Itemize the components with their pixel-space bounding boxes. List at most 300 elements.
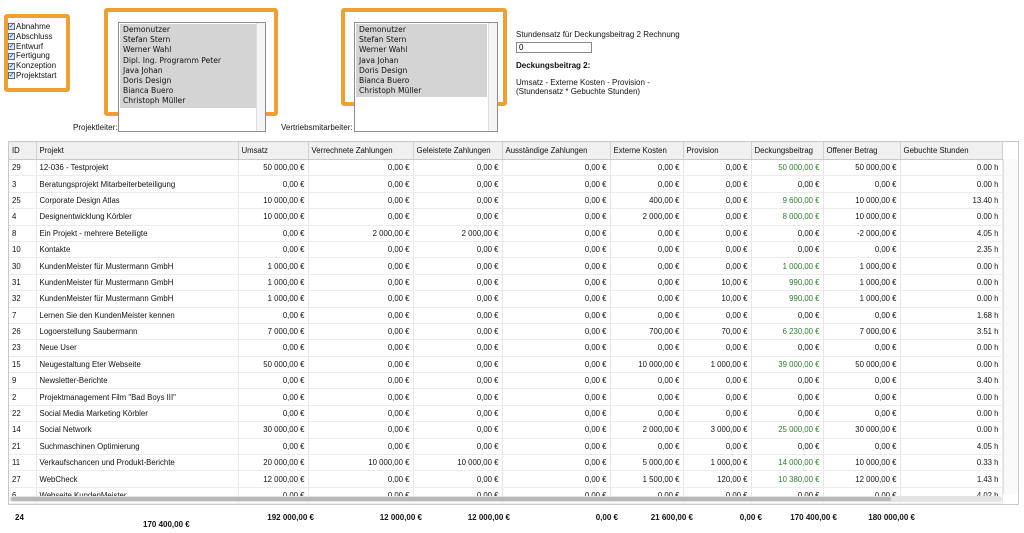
table-cell: 2.35 h: [900, 241, 1002, 257]
table-cell: 0,00 €: [413, 241, 502, 257]
table-cell: Suchmaschinen Optimierung: [36, 438, 238, 454]
table-row[interactable]: [9, 274, 1002, 290]
table-cell: 990,00 €: [751, 291, 823, 307]
table-cell: 0,00 €: [308, 356, 413, 372]
table-row[interactable]: [9, 356, 1002, 372]
table-cell: 0.00 h: [900, 356, 1002, 372]
table-body: [9, 160, 1002, 506]
vertriebsmitarbeiter-option[interactable]: Bianca Buero: [359, 75, 410, 85]
table-cell: 0,00 €: [413, 209, 502, 225]
table-cell: Verkaufschancen und Produkt-Berichte: [36, 455, 238, 471]
table-cell: 1 000,00 €: [683, 455, 751, 471]
table-row[interactable]: [9, 422, 1002, 438]
table-cell: 14 000,00 €: [751, 455, 823, 471]
phase-checkbox[interactable]: ✓: [8, 72, 15, 80]
table-cell: 30 000,00 €: [823, 422, 900, 438]
table-cell: 10 000,00 €: [823, 209, 900, 225]
table-cell: Social Network: [36, 422, 238, 438]
table-cell: 0,00 €: [308, 340, 413, 356]
table-cell: 0,00 €: [683, 389, 751, 405]
table-cell: 14: [9, 422, 36, 438]
table-cell: 1 000,00 €: [238, 274, 308, 290]
column-header[interactable]: Externe Kosten: [610, 142, 683, 160]
table-cell: [610, 504, 683, 505]
table-cell: 0,00 €: [308, 323, 413, 339]
projektleiter-option[interactable]: Stefan Stern: [123, 35, 171, 45]
table-cell: 400,00 €: [610, 192, 683, 208]
total-offen: 180 000,00 €: [868, 513, 915, 522]
table-cell: 0,00 €: [308, 389, 413, 405]
table-cell: 9 600,00 €: [751, 192, 823, 208]
projektleiter-option[interactable]: Bianca Buero: [123, 86, 174, 96]
table-cell: 0,00 €: [610, 307, 683, 323]
table-cell: [413, 504, 502, 505]
table-cell: 31: [9, 274, 36, 290]
vertriebsmitarbeiter-option[interactable]: Stefan Stern: [359, 35, 407, 45]
projektleiter-scrollbar[interactable]: [256, 23, 265, 131]
table-cell: 0,00 €: [610, 373, 683, 389]
phase-label: Abschluss: [16, 31, 53, 41]
column-header[interactable]: Provision: [683, 142, 751, 160]
projektleiter-option[interactable]: Demonutzer: [123, 25, 170, 34]
table-cell: 0,00 €: [308, 241, 413, 257]
table-cell: 0,00 €: [502, 160, 610, 176]
table-cell: 1.68 h: [900, 307, 1002, 323]
formula-line-1: Umsatz - Externe Kosten - Provision -: [516, 78, 650, 87]
table-cell: 0,00 €: [308, 176, 413, 192]
column-header[interactable]: Ausständige Zahlungen: [502, 142, 610, 160]
table-cell: Beratungsprojekt Mitarbeiterbeteiligung: [36, 176, 238, 192]
deckungsbeitrag-formula: [516, 78, 680, 96]
table-cell: 0,00 €: [413, 373, 502, 389]
table-cell: WebCheck: [36, 471, 238, 487]
table-cell: 0,00 €: [823, 405, 900, 421]
table-cell: 0,00 €: [308, 160, 413, 176]
phase-option[interactable]: [8, 51, 56, 61]
table-cell: 4.05 h: [900, 438, 1002, 454]
table-cell: 0,00 €: [823, 176, 900, 192]
table-cell: 8 000,00 €: [751, 209, 823, 225]
table-cell: 0,00 €: [413, 356, 502, 372]
table-cell: 32: [9, 291, 36, 307]
table-cell: 0,00 €: [502, 192, 610, 208]
table-cell: Newsletter-Berichte: [36, 373, 238, 389]
table-cell: 0,00 €: [308, 209, 413, 225]
table-cell: 8: [9, 225, 36, 241]
phase-label: Entwurf: [16, 41, 44, 51]
table-cell: 50 000,00 €: [238, 160, 308, 176]
phase-option[interactable]: [8, 42, 56, 52]
table-cell: 27: [9, 471, 36, 487]
total-deckung: 170 400,00 €: [790, 513, 837, 522]
table-cell: 0,00 €: [238, 225, 308, 241]
table-cell: 25 000,00 €: [751, 422, 823, 438]
table-cell: 0,00 €: [823, 241, 900, 257]
table-cell: Lernen Sie den KundenMeister kennen: [36, 307, 238, 323]
table-cell: 0,00 €: [683, 209, 751, 225]
table-row[interactable]: [9, 291, 1002, 307]
table-cell: 10 380,00 €: [751, 471, 823, 487]
table-cell: 3.51 h: [900, 323, 1002, 339]
total-geleistet: 12 000,00 €: [467, 513, 510, 522]
table-cell: 0,00 €: [238, 389, 308, 405]
table-cell: Neue User: [36, 340, 238, 356]
table-cell: 0,00 €: [610, 274, 683, 290]
table-cell: 1 000,00 €: [238, 291, 308, 307]
table-cell: 1 000,00 €: [683, 356, 751, 372]
table-cell: 0.00 h: [900, 340, 1002, 356]
table-cell: 0.33 h: [900, 455, 1002, 471]
projektleiter-selected-options: [120, 24, 257, 108]
table-cell: 21: [9, 438, 36, 454]
phase-option[interactable]: [8, 22, 56, 32]
table-cell: 0.00 h: [900, 160, 1002, 176]
table-cell: 26: [9, 323, 36, 339]
table-row[interactable]: [9, 471, 1002, 487]
table-cell: 0,00 €: [751, 438, 823, 454]
table-cell: Corporate Design Atlas: [36, 192, 238, 208]
stundensatz-block: [516, 30, 680, 96]
table-cell: 29: [9, 160, 36, 176]
table-cell: 12-036 - Testprojekt: [36, 160, 238, 176]
table-cell: 0,00 €: [823, 307, 900, 323]
table-cell: 0,00 €: [751, 225, 823, 241]
table-cell: 1 000,00 €: [751, 258, 823, 274]
table-cell: 39 000,00 €: [751, 356, 823, 372]
table-cell: 0,00 €: [413, 307, 502, 323]
table-cell: 0,00 €: [308, 471, 413, 487]
table-cell: KundenMeister für Mustermann GmbH: [36, 291, 238, 307]
table-cell: 22: [9, 405, 36, 421]
phase-checkbox[interactable]: ✓: [8, 62, 15, 70]
table-cell: 4: [9, 209, 36, 225]
table-cell: 0,00 €: [413, 258, 502, 274]
table-cell: [823, 504, 900, 505]
table-cell: 10 000,00 €: [238, 192, 308, 208]
table-cell: 0,00 €: [238, 373, 308, 389]
table-cell: 50 000,00 €: [823, 356, 900, 372]
table-cell: 0,00 €: [502, 209, 610, 225]
table-cell: 2 000,00 €: [413, 225, 502, 241]
table-cell: 10 000,00 €: [308, 455, 413, 471]
table-row[interactable]: [9, 455, 1002, 471]
table-cell: Logoerstellung Saubermann: [36, 323, 238, 339]
table-cell: [308, 504, 413, 505]
table-cell: 0,00 €: [502, 356, 610, 372]
table-row[interactable]: [9, 323, 1002, 339]
table-cell: 0,00 €: [683, 405, 751, 421]
table-cell: 0,00 €: [308, 307, 413, 323]
table-cell: [751, 504, 823, 505]
formula-line-2: (Stundensatz * Gebuchte Stunden): [516, 87, 641, 96]
projektleiter-option[interactable]: Java Johan: [123, 65, 163, 75]
table-cell: 50 000,00 €: [238, 356, 308, 372]
table-cell: 0,00 €: [502, 471, 610, 487]
table-cell: Social Media Marketing Körbler: [36, 405, 238, 421]
table-cell: 0,00 €: [823, 438, 900, 454]
table-cell: 0,00 €: [308, 422, 413, 438]
table-cell: [502, 504, 610, 505]
table-cell: 0,00 €: [502, 241, 610, 257]
table-cell: -2 000,00 €: [823, 225, 900, 241]
column-header[interactable]: Projekt: [36, 142, 238, 160]
table-cell: 0,00 €: [683, 258, 751, 274]
table-cell: 0,00 €: [413, 471, 502, 487]
phase-label: Projektstart: [16, 70, 57, 80]
table-cell: 2 000,00 €: [308, 225, 413, 241]
table-cell: 0,00 €: [610, 389, 683, 405]
table-cell: 10,00 €: [683, 274, 751, 290]
vertriebsmitarbeiter-selected-options: [356, 24, 487, 97]
table-cell: 0,00 €: [610, 340, 683, 356]
table-cell: 0,00 €: [413, 291, 502, 307]
table-cell: 0,00 €: [751, 389, 823, 405]
table-cell: 0,00 €: [610, 225, 683, 241]
table-cell: 0.00 h: [900, 176, 1002, 192]
table-cell: 0,00 €: [502, 340, 610, 356]
table-cell: 0,00 €: [413, 274, 502, 290]
table-cell: 7 000,00 €: [238, 323, 308, 339]
column-header[interactable]: Deckungsbeitrag: [751, 142, 823, 160]
table-cell: 10 000,00 €: [823, 192, 900, 208]
table-row[interactable]: [9, 258, 1002, 274]
total-verrechnet: 12 000,00 €: [379, 513, 422, 522]
table-cell: 2 000,00 €: [610, 422, 683, 438]
table-row[interactable]: [9, 225, 1002, 241]
table-cell: 9: [9, 373, 36, 389]
table-cell: 0,00 €: [413, 192, 502, 208]
table-cell: 0,00 €: [610, 241, 683, 257]
table-cell: 0,00 €: [751, 373, 823, 389]
table-cell: 0,00 €: [610, 291, 683, 307]
vertriebsmitarbeiter-option[interactable]: Java Johan: [359, 55, 399, 65]
table-cell: 3: [9, 176, 36, 192]
table-cell: 10 000,00 €: [610, 356, 683, 372]
table-cell: [9, 504, 36, 505]
table-cell: 0,00 €: [683, 192, 751, 208]
table-cell: [36, 504, 238, 505]
table-cell: 20 000,00 €: [238, 455, 308, 471]
stundensatz-input[interactable]: [516, 42, 592, 53]
project-table: [9, 142, 1003, 505]
table-cell: 0,00 €: [610, 438, 683, 454]
table-cell: Kontakte: [36, 241, 238, 257]
table-row[interactable]: [9, 176, 1002, 192]
vertriebsmitarbeiter-option[interactable]: Demonutzer: [359, 25, 406, 34]
table-cell: 0,00 €: [413, 160, 502, 176]
column-header[interactable]: ID: [9, 142, 36, 160]
table-cell: 5 000,00 €: [610, 455, 683, 471]
table-cell: 0,00 €: [413, 405, 502, 421]
project-grid: [8, 141, 1019, 505]
table-cell: 0,00 €: [610, 176, 683, 192]
table-cell: 0,00 €: [683, 241, 751, 257]
deckungsbeitrag-title: Deckungsbeitrag 2:: [516, 61, 591, 70]
table-cell: 0,00 €: [823, 340, 900, 356]
table-cell: 0,00 €: [502, 323, 610, 339]
table-cell: 7: [9, 307, 36, 323]
table-row[interactable]: [9, 389, 1002, 405]
table-cell: 0,00 €: [610, 160, 683, 176]
table-cell: 0,00 €: [502, 307, 610, 323]
phase-filter-list: [8, 22, 56, 81]
table-row[interactable]: [9, 307, 1002, 323]
table-row[interactable]: [9, 241, 1002, 257]
table-cell: 0.00 h: [900, 274, 1002, 290]
table-cell: KundenMeister für Mustermann GmbH: [36, 274, 238, 290]
table-cell: 10 000,00 €: [823, 455, 900, 471]
table-cell: 0,00 €: [413, 323, 502, 339]
table-cell: 0,00 €: [502, 373, 610, 389]
phase-label: Fertigung: [16, 51, 50, 61]
table-cell: 0,00 €: [502, 455, 610, 471]
vertriebsmitarbeiter-scrollbar[interactable]: [488, 23, 497, 131]
table-cell: 3.40 h: [900, 373, 1002, 389]
table-cell: 10 000,00 €: [413, 455, 502, 471]
table-cell: 0,00 €: [502, 225, 610, 241]
column-header[interactable]: Verrechnete Zahlungen: [308, 142, 413, 160]
table-cell: 0,00 €: [683, 373, 751, 389]
table-cell: 0,00 €: [683, 176, 751, 192]
total-extern: 21 600,00 €: [650, 513, 693, 522]
table-cell: 50 000,00 €: [823, 160, 900, 176]
table-cell: 0,00 €: [683, 225, 751, 241]
table-row[interactable]: [9, 160, 1002, 176]
table-cell: 3 000,00 €: [683, 422, 751, 438]
table-cell: 0,00 €: [308, 405, 413, 421]
column-header[interactable]: Umsatz: [238, 142, 308, 160]
table-cell: 0,00 €: [683, 160, 751, 176]
table-cell: 1 000,00 €: [823, 291, 900, 307]
table-cell: 2: [9, 389, 36, 405]
table-cell: 0,00 €: [308, 291, 413, 307]
table-cell: 50 000,00 €: [751, 160, 823, 176]
table-row[interactable]: [9, 438, 1002, 454]
phase-label: Abnahme: [16, 22, 51, 31]
phase-checkbox[interactable]: ✓: [8, 52, 15, 60]
projektleiter-listbox[interactable]: [118, 22, 266, 132]
table-cell: 6 230,00 €: [751, 323, 823, 339]
table-cell: 0,00 €: [683, 307, 751, 323]
table-cell: [238, 504, 308, 505]
table-cell: [900, 504, 1002, 505]
table-cell: 13.40 h: [900, 192, 1002, 208]
table-row[interactable]: [9, 405, 1002, 421]
table-cell: 0,00 €: [502, 258, 610, 274]
table-cell: 0.00 h: [900, 209, 1002, 225]
table-cell: 0,00 €: [238, 438, 308, 454]
table-cell: 0.00 h: [900, 389, 1002, 405]
total-sub-deckung: 170 400,00 €: [143, 520, 190, 529]
column-header[interactable]: Offener Betrag: [823, 142, 900, 160]
table-cell: 1 000,00 €: [823, 258, 900, 274]
table-cell: 10: [9, 241, 36, 257]
table-cell: 0,00 €: [502, 291, 610, 307]
table-cell: 0,00 €: [751, 340, 823, 356]
table-header: [9, 142, 1002, 160]
table-cell: 11: [9, 455, 36, 471]
table-cell: 0,00 €: [823, 389, 900, 405]
table-cell: 30: [9, 258, 36, 274]
grid-scroll-thumb[interactable]: [11, 497, 891, 501]
table-cell: 120,00 €: [683, 471, 751, 487]
table-cell: 10,00 €: [683, 291, 751, 307]
table-cell: 0,00 €: [683, 438, 751, 454]
vertriebsmitarbeiter-option[interactable]: Werner Wahl: [359, 45, 408, 55]
table-cell: 1 000,00 €: [823, 274, 900, 290]
column-header[interactable]: Gebuchte Stunden: [900, 142, 1002, 160]
table-cell: 700,00 €: [610, 323, 683, 339]
table-cell: 0.00 h: [900, 291, 1002, 307]
vertriebsmitarbeiter-option[interactable]: Christoph Müller: [359, 86, 422, 96]
table-cell: 0,00 €: [238, 307, 308, 323]
table-cell: 2 000,00 €: [610, 209, 683, 225]
table-cell: 0,00 €: [308, 438, 413, 454]
phase-option[interactable]: [8, 61, 56, 71]
grid-horizontal-scrollbar[interactable]: [9, 496, 1002, 502]
table-cell: 1.43 h: [900, 471, 1002, 487]
table-cell: 0,00 €: [238, 405, 308, 421]
table-cell: 0,00 €: [238, 340, 308, 356]
table-cell: 7 000,00 €: [823, 323, 900, 339]
table-row[interactable]: [9, 340, 1002, 356]
phase-checkbox[interactable]: ✓: [8, 23, 15, 31]
projektleiter-option[interactable]: Werner Wahl: [123, 45, 172, 55]
table-cell: Designentwicklung Körbler: [36, 209, 238, 225]
table-cell: 0,00 €: [413, 389, 502, 405]
table-cell: 12 000,00 €: [823, 471, 900, 487]
table-cell: 0,00 €: [502, 438, 610, 454]
table-row[interactable]: [9, 192, 1002, 208]
table-cell: 0,00 €: [308, 258, 413, 274]
table-cell: [683, 504, 751, 505]
projektleiter-option[interactable]: Dipl. Ing. Programm Peter: [123, 55, 222, 65]
table-cell: 0,00 €: [308, 192, 413, 208]
projektleiter-option[interactable]: Christoph Müller: [123, 96, 186, 106]
table-cell: Neugestaltung Eter Webseite: [36, 356, 238, 372]
table-cell: 0,00 €: [751, 241, 823, 257]
stundensatz-label: Stundensatz für Deckungsbeitrag 2 Rechnung: [516, 30, 680, 39]
grid-vertical-scrollbar[interactable]: [1003, 159, 1018, 494]
phase-checkbox[interactable]: ✓: [8, 33, 15, 41]
table-cell: Ein Projekt - mehrere Beteiligte: [36, 225, 238, 241]
table-cell: 0.00 h: [900, 422, 1002, 438]
total-count: 24: [15, 513, 24, 522]
table-row[interactable]: [9, 209, 1002, 225]
table-row[interactable]: [9, 373, 1002, 389]
phase-checkbox[interactable]: ✓: [8, 42, 15, 50]
table-cell: 12 000,00 €: [238, 471, 308, 487]
phase-option[interactable]: [8, 71, 56, 81]
table-cell: 25: [9, 192, 36, 208]
table-row[interactable]: [9, 504, 1002, 505]
table-cell: 0,00 €: [683, 340, 751, 356]
table-cell: 0,00 €: [751, 176, 823, 192]
vertriebsmitarbeiter-option[interactable]: Doris Design: [359, 65, 408, 75]
projektleiter-option[interactable]: Doris Design: [123, 75, 172, 85]
table-cell: 0.00 h: [900, 405, 1002, 421]
phase-option[interactable]: [8, 32, 56, 42]
vertriebsmitarbeiter-listbox[interactable]: [354, 22, 498, 132]
table-cell: 0,00 €: [751, 405, 823, 421]
column-header[interactable]: Geleistete Zahlungen: [413, 142, 502, 160]
total-umsatz: 192 000,00 €: [267, 513, 314, 522]
table-cell: 0,00 €: [823, 373, 900, 389]
table-cell: 0,00 €: [610, 258, 683, 274]
table-cell: 0,00 €: [308, 274, 413, 290]
table-cell: 70,00 €: [683, 323, 751, 339]
table-cell: 0,00 €: [502, 176, 610, 192]
